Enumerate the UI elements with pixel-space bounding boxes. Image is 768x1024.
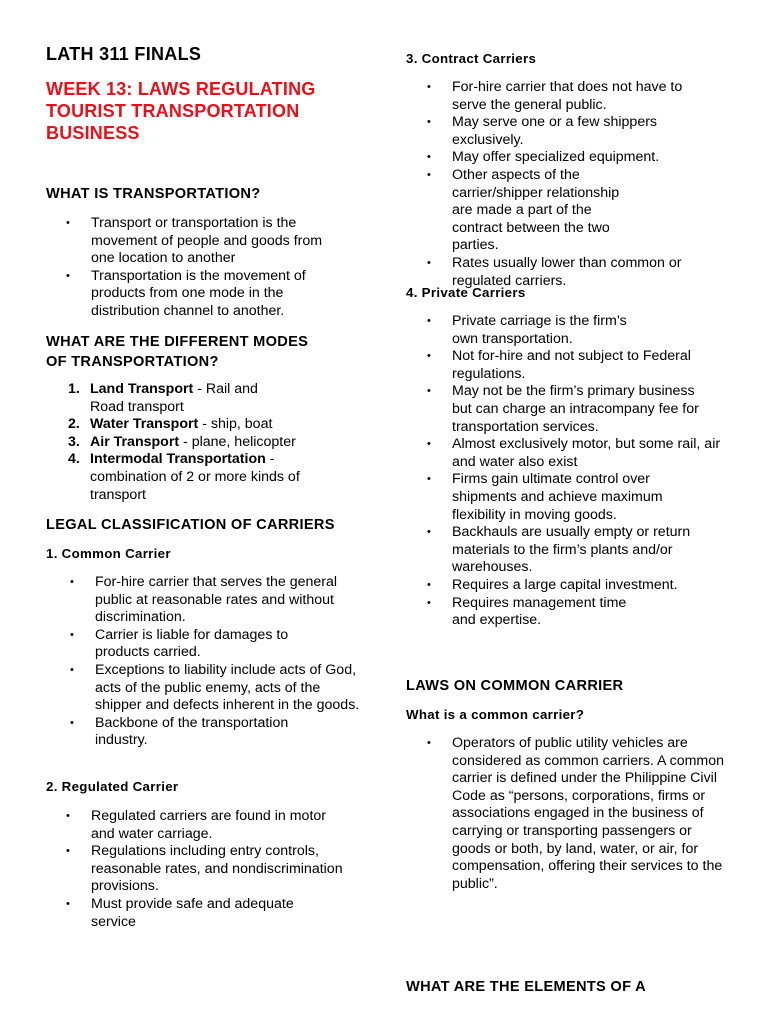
modes-heading-line: OF TRANSPORTATION? [46,354,219,370]
week-title-line: TOURIST TRANSPORTATION [46,101,300,121]
list-number: 3. [68,433,80,450]
mode-desc: - ship, boat [198,416,273,433]
subheading-private-carriers: 4. Private Carriers [406,285,526,300]
section-heading-what-is-transportation: WHAT IS TRANSPORTATION? [46,186,261,202]
subheading-contract-carriers: 3. Contract Carriers [406,51,537,66]
list-item [68,381,348,416]
list-item: • Requires management time and expertise. [427,595,727,630]
list-item [68,416,348,434]
section-heading-legal-classification: LEGAL CLASSIFICATION OF CARRIERS [46,517,335,533]
mode-desc: - plane, helicopter [179,433,296,450]
list-item: • Transport or transportation is the movement of people and goods from one location to another [66,215,346,268]
list-item: • Must provide safe and adequate service [66,896,356,931]
subheading-what-is-common-carrier: What is a common carrier? [406,707,585,722]
week-title-line: WEEK 13: LAWS REGULATING [46,79,316,99]
private-carriers-list [427,313,727,630]
subheading-common-carrier: 1. Common Carrier [46,546,171,561]
list-item: • For-hire carrier that serves the general public at reasonable rates and without discrimination. [70,574,360,627]
list-item: • Transportation is the movement of products from one mode in the distribution channel to another. [66,268,346,321]
common-carrier-list [70,574,360,750]
list-item: • May offer specialized equipment. [427,149,727,167]
list-item [68,434,348,452]
contract-carriers-list [427,79,727,290]
list-item: • Not for-hire and not subject to Federal regulations. [427,348,727,383]
regulated-carrier-list [66,808,356,931]
list-item: • May serve one or a few shippers exclusively. [427,114,727,149]
mode-term: Land Transport [90,381,194,397]
mode-term: Air Transport [90,433,180,450]
list-item: • Regulations including entry controls, reasonable rates, and nondiscrimination provisions. [66,843,356,896]
list-item: • Operators of public utility vehicles are considered as common carriers. A common carrier is defined under the Philippine Civil Code as “persons, corporations, firms or associations engaged in the business of carrying or transporting passengers or goods or both, by land, water, or air, for compensation, offering their services to the public”. [427,735,727,893]
modes-heading-line: WHAT ARE THE DIFFERENT MODES [46,334,309,350]
section-heading-elements: WHAT ARE THE ELEMENTS OF A [406,979,646,995]
list-item: • Private carriage is the firm’s own transportation. [427,313,727,348]
section-heading-laws-on-common-carrier: LAWS ON COMMON CARRIER [406,678,624,694]
list-item: • Backhauls are usually empty or return materials to the firm’s plants and/or warehouses. [427,524,727,577]
section-heading-modes [46,332,356,372]
mode-term: Water Transport [90,416,199,433]
list-item [68,451,348,504]
mode-desc: - Rail and Road transport [90,381,258,415]
list-number: 4. [68,451,80,468]
list-item: • Almost exclusively motor, but some rail, air and water also exist [427,436,727,471]
common-carrier-definition-list [427,735,727,893]
list-item: • Exceptions to liability include acts of God, acts of the public enemy, acts of the shipper and defects inherent in the goods. [70,662,360,715]
list-item: • Carrier is liable for damages to products carried. [70,627,360,662]
list-item: • Regulated carriers are found in motor and water carriage. [66,808,356,843]
week-title-line: BUSINESS [46,123,140,143]
list-number: 1. [68,381,80,397]
list-item: • Rates usually lower than common or regulated carriers. [427,255,727,290]
what-is-transportation-list [66,215,346,321]
list-item: • Firms gain ultimate control over shipments and achieve maximum flexibility in moving goods. [427,471,727,524]
week-title [46,78,366,144]
mode-term: Intermodal Transportation [90,451,266,468]
mode-desc: - combination of 2 or more kinds of transport [90,451,300,503]
list-item: • May not be the firm’s primary business but can charge an intracompany fee for transportation services. [427,383,727,436]
modes-list [68,381,348,504]
list-item: • Other aspects of the carrier/shipper relationship are made a part of the contract between the two parties. [427,167,727,255]
list-item: • Requires a large capital investment. [427,577,727,595]
subheading-regulated-carrier: 2. Regulated Carrier [46,779,179,794]
course-title: LATH 311 FINALS [46,44,202,64]
list-item: • Backbone of the transportation industry. [70,715,360,750]
list-number: 2. [68,416,80,433]
list-item: • For-hire carrier that does not have to serve the general public. [427,79,727,114]
